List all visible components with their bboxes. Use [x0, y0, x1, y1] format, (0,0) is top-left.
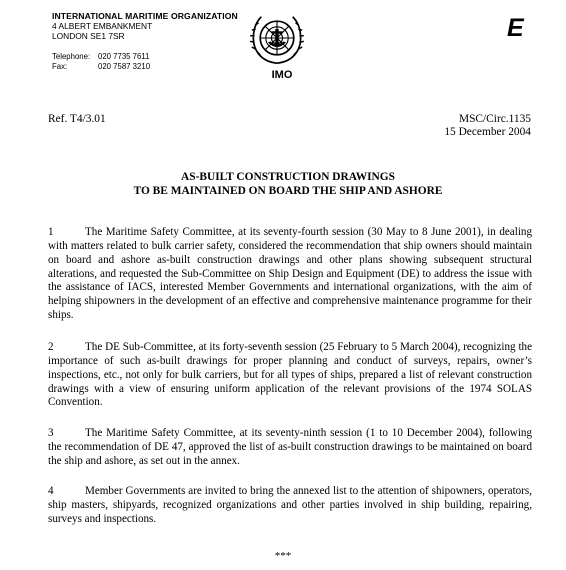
language-mark: E [507, 14, 524, 42]
un-imo-emblem-icon [249, 10, 305, 66]
end-separator: *** [274, 550, 292, 562]
title-line-2: TO BE MAINTAINED ON BOARD THE SHIP AND ASHORE [133, 185, 443, 197]
telephone-label: Telephone: [52, 52, 91, 61]
paragraph-4 [48, 485, 532, 527]
fax-value: 020 7587 3210 [98, 61, 151, 71]
reference-number: Ref. T4/3.01 [48, 113, 106, 125]
paragraph-number: 1 [48, 226, 54, 238]
paragraph-text: The Maritime Safety Committee, at its seventy-ninth session (1 to 10 December 2004), following the recommendation of DE 47, approved the list of as-built construction drawings to be maintained on board the ship and ashore, as set out in the annex. [48, 427, 532, 467]
address-line-2: LONDON SE1 7SR [52, 31, 125, 41]
paragraph-text: The DE Sub-Committee, at its forty-seventh session (25 February to 5 March 2004), recognizing the importance of such as-built drawings for proper planning and conduct of surveys, repairs, owner’s inspections, etc., not only for bulk carriers, but for all types of ships, prepared a list of relevant construction drawings with a view of ensuring uniform application of the relevant provisions of the 1974 SOLAS Convention. [48, 341, 532, 409]
paragraph-number: 3 [48, 427, 54, 439]
org-address-block [52, 11, 238, 41]
address-line-1: 4 ALBERT EMBANKMENT [52, 21, 153, 31]
circular-info [444, 113, 531, 139]
paragraph-text: The Maritime Safety Committee, at its seventy-fourth session (30 May to 8 June 2001), in dealing with matters related to bulk carrier safety, considered the recommendation that ship owners should maintain on board and ashore as-built construction drawings and other plans showing subsequent structural alterations, and requested the Sub-Committee on Ship Design and Equipment (DE) to address the issue with the assistance of IACS, interested Member Governments and international organizations, with the aim of helping shipowners in the development of an effective and comprehensive maintenance programme for their ships. [48, 226, 532, 322]
document-title [48, 170, 528, 198]
paragraph-2 [48, 341, 532, 410]
paragraph-number: 2 [48, 341, 54, 353]
imo-label: IMO [271, 69, 293, 81]
fax-label: Fax: [52, 61, 68, 71]
paragraph-text: Member Governments are invited to bring the annexed list to the attention of shipowners, operators, ship masters, shipyards, recognized organizations and other parties involved in ship building, repairing, surveys and inspections. [48, 485, 532, 525]
circular-date: 15 December 2004 [444, 126, 531, 138]
org-name: INTERNATIONAL MARITIME ORGANIZATION [52, 11, 238, 21]
fax-row [52, 62, 150, 72]
paragraph-1 [48, 226, 532, 323]
contact-block [52, 52, 150, 71]
circular-number: MSC/Circ.1135 [458, 113, 531, 125]
telephone-row [52, 52, 150, 62]
title-line-1: AS-BUILT CONSTRUCTION DRAWINGS [181, 171, 395, 183]
paragraph-3 [48, 427, 532, 469]
paragraph-number: 4 [48, 485, 54, 497]
telephone-value: 020 7735 7611 [98, 52, 150, 61]
